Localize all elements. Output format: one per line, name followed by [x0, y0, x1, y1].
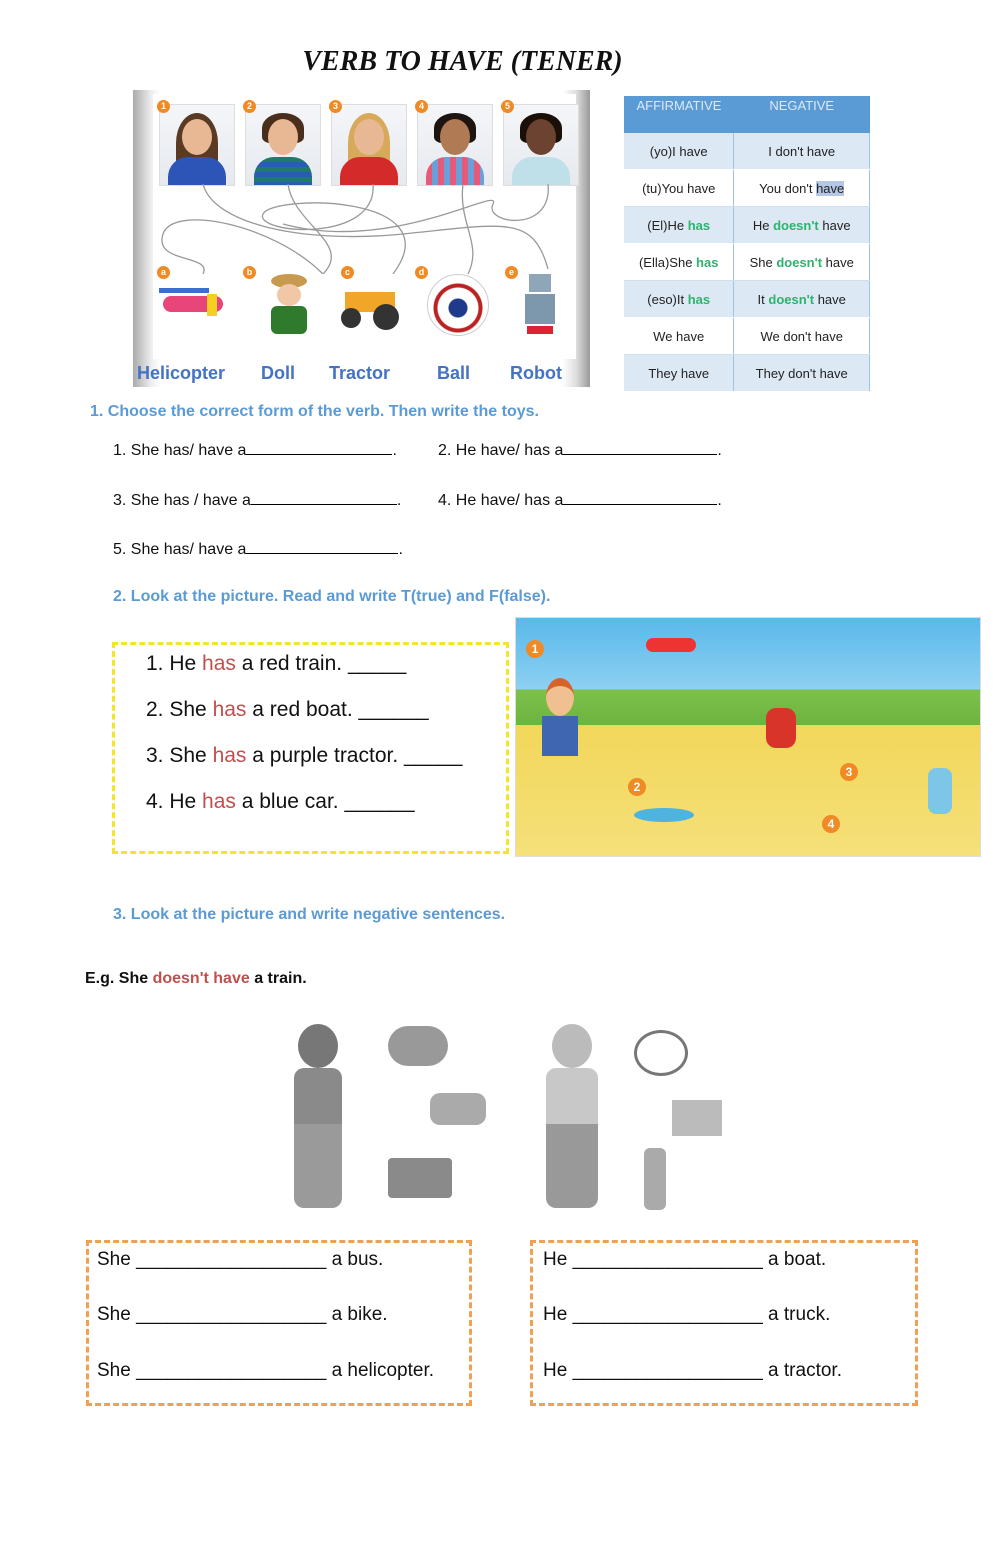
highlighted-verb: doesn't	[768, 291, 815, 307]
kid-number: 1	[157, 100, 170, 113]
bike-image	[634, 1030, 688, 1076]
true-false-item[interactable]	[146, 698, 429, 722]
cell-text: (Ella)She	[638, 254, 697, 270]
item-text: 3. She has / have a	[113, 492, 251, 509]
grammar-row	[624, 170, 870, 207]
girl-body	[294, 1068, 342, 1208]
kid-photo-3	[331, 104, 407, 186]
cell-text: We don't have	[760, 328, 843, 344]
highlighted-verb: doesn't	[776, 254, 823, 270]
cell-text: have	[818, 217, 851, 233]
cell-text: (tu)You have	[642, 180, 716, 196]
negative-cell	[734, 133, 870, 170]
picture-number: 3	[840, 763, 858, 781]
affirmative-cell	[624, 281, 734, 318]
kid-number: 4	[415, 100, 428, 113]
answer-blank[interactable]	[563, 490, 717, 505]
affirmative-cell	[624, 244, 734, 281]
item-text: 1. He	[146, 652, 203, 675]
negative-sentence-item[interactable]: He __________________ a tractor.	[543, 1360, 842, 1381]
item-text: a red train. _____	[235, 652, 407, 675]
period: .	[398, 541, 403, 558]
matching-picture	[133, 90, 590, 387]
negative-sentence-item[interactable]: He __________________ a truck.	[543, 1304, 831, 1325]
toy-letter: b	[243, 266, 256, 279]
negative-cell	[734, 207, 870, 244]
item-text: 3. She	[146, 744, 213, 767]
toy-label-robot: Robot	[510, 363, 562, 383]
picture-number: 2	[628, 778, 646, 796]
tangled-lines	[153, 184, 576, 274]
toy-figure-image	[644, 1148, 666, 1210]
toy-label-ball: Ball	[437, 363, 471, 383]
answer-blank[interactable]	[251, 490, 397, 505]
period: .	[717, 492, 722, 509]
tractor-toy-image	[335, 274, 399, 338]
true-false-item[interactable]	[146, 652, 406, 676]
child-image	[928, 768, 952, 814]
toy-letter: a	[157, 266, 170, 279]
cell-text: We have	[653, 328, 705, 344]
exercise-1-item	[438, 440, 722, 460]
boat-image	[388, 1158, 452, 1198]
kid-photo-1	[159, 104, 235, 186]
item-text: 4. He have/ has a	[438, 492, 564, 509]
laptop-image	[672, 1100, 722, 1136]
highlighted-verb: has	[687, 291, 711, 307]
highlighted-verb: doesn't	[773, 217, 819, 233]
girl-figure	[298, 1024, 338, 1068]
affirmative-cell	[624, 133, 734, 170]
example-verb: doesn't have	[152, 970, 250, 987]
item-text: 2. He have/ has a	[438, 442, 564, 459]
kid-number: 2	[243, 100, 256, 113]
toy-label-helicopter: Helicopter	[137, 363, 226, 383]
boy-body	[546, 1068, 598, 1208]
item-text: 4. He	[146, 790, 203, 813]
answer-blank[interactable]	[563, 440, 717, 455]
verb: has	[202, 652, 236, 675]
example-text: E.g. She	[85, 970, 153, 987]
toy-label-tractor: Tractor	[329, 363, 391, 383]
car-image	[430, 1093, 486, 1125]
cell-text: (El)He	[647, 217, 688, 233]
exercise-1-item	[113, 490, 401, 510]
affirmative-cell	[624, 170, 734, 207]
grammar-table	[624, 96, 870, 392]
cell-text: (eso)It	[647, 291, 688, 307]
kid-number: 5	[501, 100, 514, 113]
negative-cell	[734, 318, 870, 355]
true-false-item[interactable]	[146, 790, 415, 814]
toy-letter: d	[415, 266, 428, 279]
cell-text: You don't	[759, 180, 817, 196]
grammar-row	[624, 318, 870, 355]
girl-image	[766, 708, 796, 748]
cell-text: He	[752, 217, 774, 233]
puddle-image	[634, 808, 694, 822]
cell-text: have	[814, 291, 846, 307]
item-text: 5. She has/ have a	[113, 541, 247, 558]
verb: has	[202, 790, 236, 813]
negative-cell	[734, 355, 870, 392]
answer-blank[interactable]	[246, 539, 398, 554]
verb: has	[212, 698, 247, 721]
example-text: a train.	[249, 970, 307, 987]
cell-text: I don't have	[768, 143, 836, 159]
negative-sentence-item[interactable]: She __________________ a bus.	[97, 1249, 384, 1270]
picture-number: 1	[526, 640, 544, 658]
negative-sentence-item[interactable]: She __________________ a helicopter.	[97, 1360, 435, 1381]
toy-letter: e	[505, 266, 518, 279]
boy-image	[546, 678, 574, 716]
park-picture	[515, 617, 981, 857]
kid-photo-5	[503, 104, 579, 186]
negative-cell	[734, 281, 870, 318]
affirmative-cell	[624, 207, 734, 244]
exercise-1-item	[113, 539, 403, 559]
negative-cell	[734, 170, 870, 207]
people-and-objects-picture	[280, 1018, 730, 1218]
boy-body	[542, 716, 578, 756]
item-text: a purple tractor. _____	[246, 744, 463, 767]
item-text: a blue car. ______	[235, 790, 415, 813]
affirmative-cell	[624, 318, 734, 355]
highlighted-verb: has	[696, 254, 719, 270]
column-header-affirmative: AFFIRMATIVE	[624, 96, 734, 133]
exercise-1-heading: 1. Choose the correct form of the verb. Then write the toys.	[90, 403, 539, 420]
cell-text: have	[822, 254, 854, 270]
grammar-row	[624, 207, 870, 244]
ball-toy-image	[425, 274, 489, 338]
plane-image	[646, 638, 696, 652]
kid-number: 3	[329, 100, 342, 113]
doll-toy-image	[257, 274, 321, 338]
kid-photo-4	[417, 104, 493, 186]
boy-figure	[552, 1024, 592, 1068]
negative-sentence-item[interactable]: He __________________ a boat.	[543, 1249, 827, 1270]
toy-letter: c	[341, 266, 354, 279]
cell-text: They don't have	[755, 365, 848, 381]
answer-blank[interactable]	[246, 440, 392, 455]
motorbike-image	[388, 1026, 448, 1066]
highlighted-verb: has	[687, 217, 711, 233]
exercise-3-heading: 3. Look at the picture and write negative sentences.	[113, 906, 506, 923]
cell-text: It	[757, 291, 769, 307]
cell-text: (yo)I have	[649, 143, 708, 159]
period: .	[717, 442, 722, 459]
negative-cell	[734, 244, 870, 281]
grammar-row	[624, 355, 870, 392]
negative-sentence-item[interactable]: She __________________ a bike.	[97, 1304, 388, 1325]
selected-text: have	[816, 180, 845, 196]
grammar-row	[624, 133, 870, 170]
cell-text: She	[749, 254, 777, 270]
grammar-row	[624, 281, 870, 318]
verb: has	[212, 744, 247, 767]
exercise-2-heading: 2. Look at the picture. Read and write T(true) and F(false).	[113, 588, 551, 605]
kid-photo-2	[245, 104, 321, 186]
helicopter-toy-image	[159, 274, 223, 338]
picture-number: 4	[822, 815, 840, 833]
period: .	[396, 492, 402, 509]
page-title: VERB TO HAVE (TENER)	[302, 46, 623, 77]
period: .	[392, 442, 397, 459]
column-header-negative: NEGATIVE	[734, 96, 870, 133]
exercise-1-item	[113, 440, 397, 460]
example-sentence	[85, 970, 307, 988]
item-text: 2. She	[146, 698, 213, 721]
grammar-row	[624, 244, 870, 281]
toy-label-doll: Doll	[261, 363, 295, 383]
robot-toy-image	[513, 274, 577, 338]
exercise-1-item	[438, 490, 722, 510]
true-false-item[interactable]	[146, 744, 462, 768]
item-text: a red boat. ______	[246, 698, 429, 721]
item-text: 1. She has/ have a	[113, 442, 247, 459]
affirmative-cell	[624, 355, 734, 392]
cell-text: They have	[648, 365, 710, 381]
